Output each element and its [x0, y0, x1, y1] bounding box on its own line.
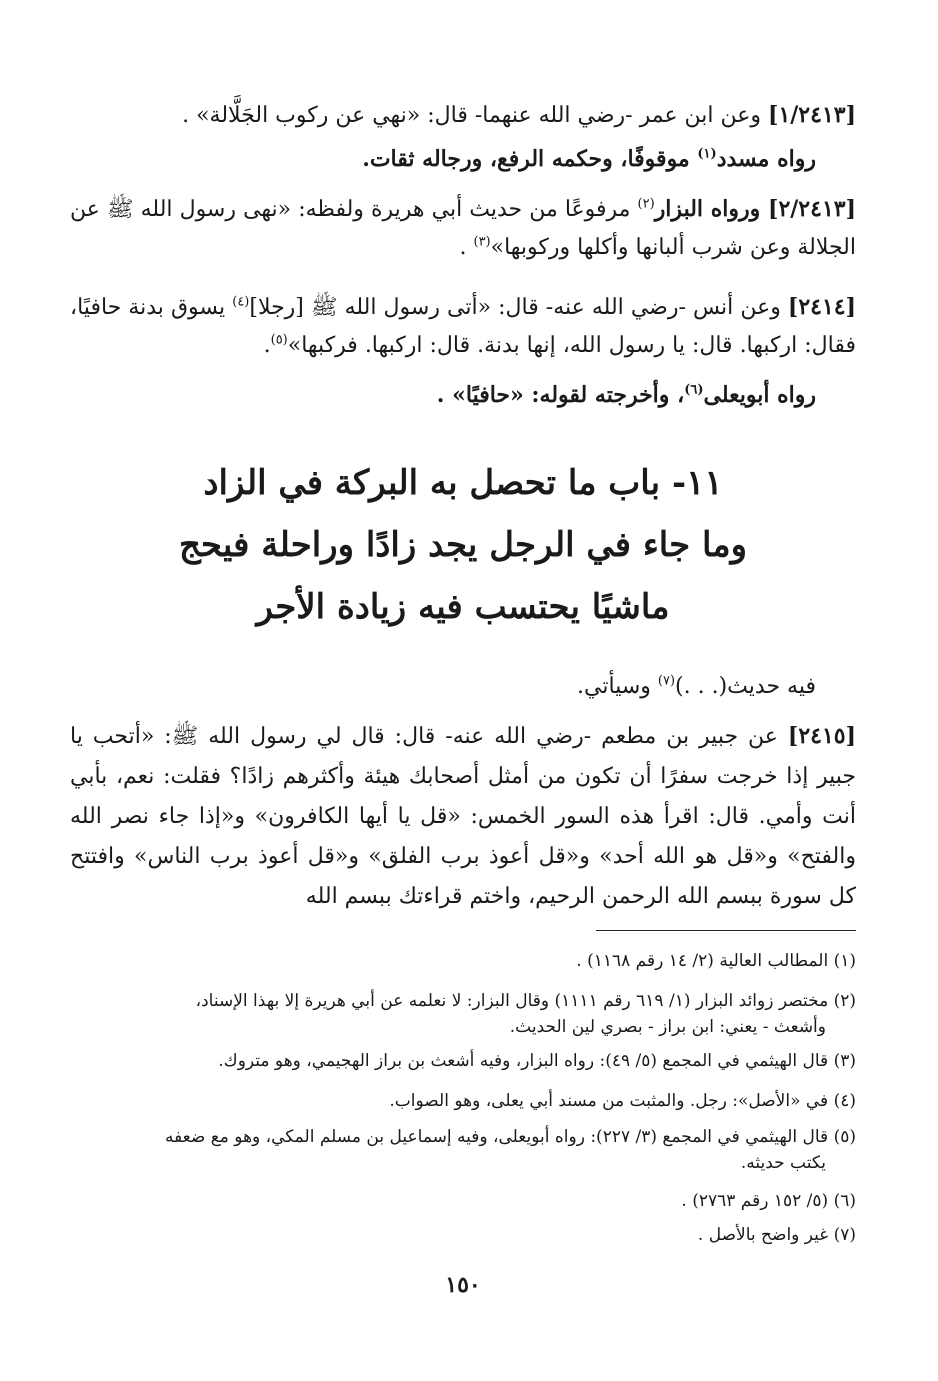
footnote-ref: (١) — [697, 146, 717, 162]
hadith-text: عن جبير بن مطعم -رضي الله عنه- قال: قال لي رسول الله ﷺ: «أتحب يا جبير إذا خرجت سفرًا أن تكون من أمثل أصحابك هيئة وأكثرهم زادًا؟ فقلت: نعم، بأبي أنت وأمي. قال: اقرأ هذه السور الخمس: «قل يا أيها الكافرون» و«إذا جاء نصر الله والفتح» و«قل هو الله أحد» و«قل أعوذ برب الفلق» و«قل أعوذ برب الناس» وافتتح كل سورة ببسم الله الرحمن الرحيم، واختم قراءتك ببسم الله — [70, 724, 856, 909]
footnote-text: (٥) قال الهيثمي في المجمع (٣/ ٢٢٧): رواه أبويعلى، وفيه إسماعيل بن مسلم المكي، وهو مع ضعفه — [164, 1127, 856, 1147]
footnote-continuation: يكتب حديثه. — [740, 1153, 826, 1173]
chapter-note-text: فيه حديث(. . .) — [675, 674, 816, 699]
footnote-6: (٦) (٥/ ١٥٢ رقم ٢٧٦٣) . — [681, 1191, 856, 1211]
chapter-heading-line: ماشيًا يحتسب فيه زيادة الأجر — [256, 587, 670, 627]
narration-text: ، وأخرجته لقوله: «حافيًا» . — [436, 382, 685, 408]
hadith-number: [٢٤١٤] — [787, 294, 856, 320]
page-number: ١٥٠ — [445, 1272, 481, 1298]
footnote-3: (٣) قال الهيثمي في المجمع (٥/ ٤٩): رواه البزار، وفيه أشعث بن براز الهجيمي، وهو متروك. — [218, 1051, 856, 1071]
hadith-number: [٢/٢٤١٣] — [768, 196, 856, 222]
footnote-ref: (٧) — [657, 673, 676, 689]
hadith-text: يسوق بدنة حافيًا، فقال: اركبها. قال: يا رسول الله، إنها بدنة. قال: اركبها. فركبها» — [70, 295, 856, 358]
footnote-4: (٤) في «الأصل»: رجل. والمثبت من مسند أبي يعلى، وهو الصواب. — [389, 1091, 856, 1111]
footnote-ref: (٢) — [637, 196, 655, 212]
hadith-text: . — [459, 235, 474, 260]
narration-text: رواه مسدد — [716, 146, 816, 172]
narration-note-musaddad — [70, 140, 856, 178]
narration-text: موقوفًا، وحكمه الرفع، ورجاله ثقات. — [362, 146, 698, 172]
chapter-heading-line: وما جاء في الرجل يجد زادًا وراحلة فيحج — [178, 525, 748, 565]
chapter-note-text: وسيأتي. — [577, 674, 658, 699]
footnote-ref: (٣) — [473, 234, 491, 250]
footnote-2 — [70, 988, 856, 1040]
hadith-text: مرفوعًا من حديث أبي هريرة ولفظه: «نهى رسول الله ﷺ عن الجلالة وعن شرب ألبانها وأكلها وركوبها» — [70, 197, 856, 260]
hadith-entry-2414 — [70, 288, 856, 365]
hadith-number: [١/٢٤١٣] — [768, 102, 856, 128]
narration-note-abu-yala — [70, 376, 856, 414]
footnote-divider — [596, 930, 856, 931]
hadith-text: . — [263, 333, 271, 358]
footnote-5 — [70, 1124, 856, 1176]
chapter-heading — [70, 452, 856, 638]
footnote-text: (٢) مختصر زوائد البزار (١/ ٦١٩ رقم ١١١١) وقال البزار: لا نعلمه عن أبي هريرة إلا بهذا الإسناد، — [195, 991, 856, 1011]
hadith-entry-2413-1 — [70, 96, 856, 135]
hadith-entry-2415 — [70, 716, 856, 917]
document-page — [70, 0, 856, 1381]
hadith-entry-2413-2 — [70, 190, 856, 267]
chapter-heading-line: ١١- باب ما تحصل به البركة في الزاد — [203, 463, 723, 503]
hadith-number: [٢٤١٥] — [787, 723, 856, 749]
hadith-text: وعن أنس -رضي الله عنه- قال: «أتى رسول الله ﷺ [رجلا] — [249, 295, 788, 320]
hadith-text: ورواه البزار — [654, 196, 769, 222]
footnote-1: (١) المطالب العالية (٢/ ١٤ رقم ١١٦٨) . — [576, 951, 856, 971]
footnote-ref: (٥) — [270, 332, 288, 348]
hadith-text: وعن ابن عمر -رضي الله عنهما- قال: «نهي عن ركوب الجَلَّالة» . — [182, 103, 769, 128]
footnote-continuation: وأشعث - يعني: ابن براز - بصري لين الحديث. — [509, 1017, 826, 1037]
footnote-ref: (٤) — [232, 294, 250, 310]
footnote-ref: (٦) — [684, 382, 704, 398]
narration-text: رواه أبويعلى — [703, 382, 816, 408]
footnote-7: (٧) غير واضح بالأصل . — [697, 1225, 856, 1245]
chapter-note — [70, 668, 856, 706]
